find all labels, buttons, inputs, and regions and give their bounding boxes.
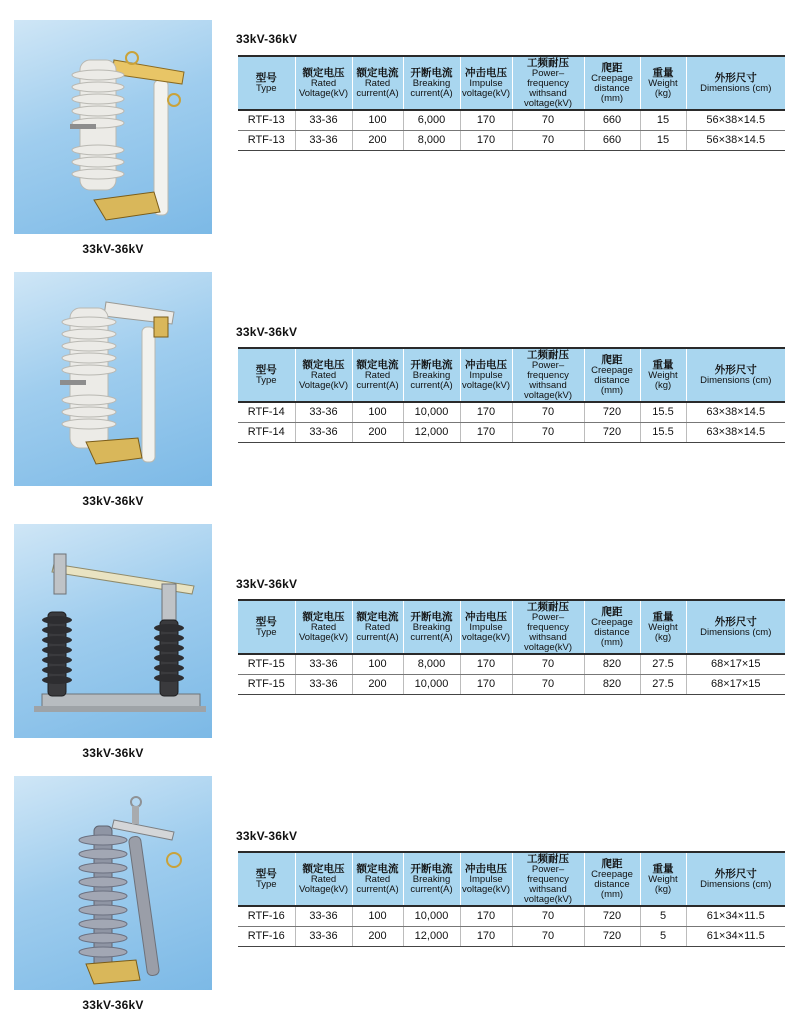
cell-impulse-voltage: 170 <box>460 422 512 442</box>
header-rated-voltage: 额定电压 Rated Voltage(kV) <box>295 600 352 654</box>
spec-table <box>238 347 785 443</box>
cell-type: RTF-13 <box>238 130 295 150</box>
cell-breaking-current: 8,000 <box>403 654 460 674</box>
header-type: 型号 Type <box>238 600 295 654</box>
cell-rated-voltage: 33-36 <box>295 674 352 694</box>
cell-impulse-voltage: 170 <box>460 654 512 674</box>
cell-type: RTF-14 <box>238 402 295 422</box>
polymer-cutout-fuse-image <box>14 776 212 990</box>
spec-title: 33kV-36kV <box>236 325 298 339</box>
cell-rated-voltage: 33-36 <box>295 422 352 442</box>
spec-table <box>238 851 785 947</box>
cell-type: RTF-15 <box>238 674 295 694</box>
cell-rated-current: 100 <box>352 402 403 422</box>
cell-withstand-voltage: 70 <box>512 422 584 442</box>
cell-breaking-current: 6,000 <box>403 110 460 130</box>
cell-type: RTF-13 <box>238 110 295 130</box>
table-row <box>238 906 785 926</box>
cell-type: RTF-16 <box>238 906 295 926</box>
cell-dimensions: 56×38×14.5 <box>686 110 785 130</box>
cell-creepage: 720 <box>584 422 640 442</box>
cell-weight: 27.5 <box>640 674 686 694</box>
cell-rated-voltage: 33-36 <box>295 906 352 926</box>
cell-impulse-voltage: 170 <box>460 130 512 150</box>
product-caption: 33kV-36kV <box>82 242 144 256</box>
cell-dimensions: 61×34×11.5 <box>686 906 785 926</box>
header-breaking-current: 开断电流 Breaking current(A) <box>403 348 460 402</box>
header-impulse-voltage: 冲击电压 Impulse voltage(kV) <box>460 56 512 110</box>
header-rated-voltage: 额定电压 Rated Voltage(kV) <box>295 348 352 402</box>
header-breaking-current: 开断电流 Breaking current(A) <box>403 852 460 906</box>
cell-rated-current: 200 <box>352 130 403 150</box>
cell-rated-voltage: 33-36 <box>295 402 352 422</box>
table-row <box>238 130 785 150</box>
header-dimensions: 外形尺寸 Dimensions (cm) <box>686 56 785 110</box>
header-withstand-voltage: 工频耐压 Power–frequency withsand voltage(kV) <box>512 852 584 906</box>
header-type: 型号 Type <box>238 348 295 402</box>
cell-dimensions: 56×38×14.5 <box>686 130 785 150</box>
table-row <box>238 422 785 442</box>
cell-creepage: 720 <box>584 906 640 926</box>
cell-weight: 15 <box>640 130 686 150</box>
spec-header-row <box>238 600 785 654</box>
cell-withstand-voltage: 70 <box>512 906 584 926</box>
header-impulse-voltage: 冲击电压 Impulse voltage(kV) <box>460 852 512 906</box>
header-withstand-voltage: 工频耐压 Power–frequency withsand voltage(kV) <box>512 600 584 654</box>
header-weight: 重量 Weight (kg) <box>640 852 686 906</box>
dropout-fuse-frame-image <box>14 524 212 738</box>
header-creepage: 爬距 Creepage distance (mm) <box>584 348 640 402</box>
spec-title: 33kV-36kV <box>236 32 298 46</box>
header-impulse-voltage: 冲击电压 Impulse voltage(kV) <box>460 600 512 654</box>
header-withstand-voltage: 工频耐压 Power–frequency withsand voltage(kV) <box>512 56 584 110</box>
cell-rated-voltage: 33-36 <box>295 110 352 130</box>
cell-creepage: 660 <box>584 110 640 130</box>
cell-breaking-current: 10,000 <box>403 674 460 694</box>
header-impulse-voltage: 冲击电压 Impulse voltage(kV) <box>460 348 512 402</box>
header-rated-voltage: 额定电压 Rated Voltage(kV) <box>295 56 352 110</box>
header-creepage: 爬距 Creepage distance (mm) <box>584 852 640 906</box>
cell-rated-current: 200 <box>352 674 403 694</box>
header-type: 型号 Type <box>238 56 295 110</box>
cell-breaking-current: 12,000 <box>403 926 460 946</box>
header-rated-current: 额定电流 Rated current(A) <box>352 348 403 402</box>
cell-type: RTF-16 <box>238 926 295 946</box>
cell-type: RTF-15 <box>238 654 295 674</box>
header-dimensions: 外形尺寸 Dimensions (cm) <box>686 852 785 906</box>
cell-type: RTF-14 <box>238 422 295 442</box>
cell-creepage: 720 <box>584 402 640 422</box>
cell-creepage: 660 <box>584 130 640 150</box>
cell-breaking-current: 8,000 <box>403 130 460 150</box>
table-row <box>238 402 785 422</box>
cell-withstand-voltage: 70 <box>512 130 584 150</box>
cell-rated-current: 100 <box>352 906 403 926</box>
cell-withstand-voltage: 70 <box>512 402 584 422</box>
table-row <box>238 654 785 674</box>
cell-rated-current: 100 <box>352 110 403 130</box>
product-caption: 33kV-36kV <box>82 746 144 760</box>
cell-dimensions: 63×38×14.5 <box>686 422 785 442</box>
header-breaking-current: 开断电流 Breaking current(A) <box>403 600 460 654</box>
porcelain-cutout-fuse-image <box>14 272 212 486</box>
product-caption: 33kV-36kV <box>82 494 144 508</box>
cell-rated-voltage: 33-36 <box>295 926 352 946</box>
spec-table <box>238 599 785 695</box>
header-dimensions: 外形尺寸 Dimensions (cm) <box>686 600 785 654</box>
cell-impulse-voltage: 170 <box>460 110 512 130</box>
spec-header-row <box>238 348 785 402</box>
product-section-rtf-15 <box>0 504 800 760</box>
cell-withstand-voltage: 70 <box>512 654 584 674</box>
product-section-rtf-14 <box>0 252 800 508</box>
header-weight: 重量 Weight (kg) <box>640 600 686 654</box>
product-caption: 33kV-36kV <box>82 998 144 1012</box>
cell-dimensions: 61×34×11.5 <box>686 926 785 946</box>
header-rated-current: 额定电流 Rated current(A) <box>352 600 403 654</box>
porcelain-cutout-fuse-image <box>14 20 212 234</box>
spec-title: 33kV-36kV <box>236 577 298 591</box>
product-section-rtf-13 <box>0 0 800 256</box>
header-weight: 重量 Weight (kg) <box>640 56 686 110</box>
cell-weight: 5 <box>640 906 686 926</box>
header-dimensions: 外形尺寸 Dimensions (cm) <box>686 348 785 402</box>
header-rated-current: 额定电流 Rated current(A) <box>352 56 403 110</box>
cell-dimensions: 68×17×15 <box>686 654 785 674</box>
cell-impulse-voltage: 170 <box>460 674 512 694</box>
spec-header-row <box>238 852 785 906</box>
cell-creepage: 720 <box>584 926 640 946</box>
cell-dimensions: 63×38×14.5 <box>686 402 785 422</box>
header-withstand-voltage: 工频耐压 Power–frequency withsand voltage(kV) <box>512 348 584 402</box>
cell-rated-voltage: 33-36 <box>295 130 352 150</box>
cell-weight: 5 <box>640 926 686 946</box>
cell-impulse-voltage: 170 <box>460 926 512 946</box>
cell-dimensions: 68×17×15 <box>686 674 785 694</box>
header-type: 型号 Type <box>238 852 295 906</box>
header-creepage: 爬距 Creepage distance (mm) <box>584 56 640 110</box>
header-rated-current: 额定电流 Rated current(A) <box>352 852 403 906</box>
header-creepage: 爬距 Creepage distance (mm) <box>584 600 640 654</box>
table-row <box>238 674 785 694</box>
product-section-rtf-16 <box>0 756 800 1012</box>
header-breaking-current: 开断电流 Breaking current(A) <box>403 56 460 110</box>
header-rated-voltage: 额定电压 Rated Voltage(kV) <box>295 852 352 906</box>
cell-breaking-current: 10,000 <box>403 906 460 926</box>
cell-weight: 15.5 <box>640 402 686 422</box>
cell-breaking-current: 12,000 <box>403 422 460 442</box>
header-weight: 重量 Weight (kg) <box>640 348 686 402</box>
cell-rated-current: 200 <box>352 422 403 442</box>
table-row <box>238 110 785 130</box>
cell-rated-current: 200 <box>352 926 403 946</box>
cell-rated-current: 100 <box>352 654 403 674</box>
cell-breaking-current: 10,000 <box>403 402 460 422</box>
cell-weight: 15.5 <box>640 422 686 442</box>
cell-creepage: 820 <box>584 674 640 694</box>
spec-table <box>238 55 785 151</box>
cell-withstand-voltage: 70 <box>512 926 584 946</box>
cell-impulse-voltage: 170 <box>460 906 512 926</box>
cell-rated-voltage: 33-36 <box>295 654 352 674</box>
cell-withstand-voltage: 70 <box>512 110 584 130</box>
spec-header-row <box>238 56 785 110</box>
cell-impulse-voltage: 170 <box>460 402 512 422</box>
spec-title: 33kV-36kV <box>236 829 298 843</box>
cell-weight: 15 <box>640 110 686 130</box>
cell-withstand-voltage: 70 <box>512 674 584 694</box>
cell-creepage: 820 <box>584 654 640 674</box>
table-row <box>238 926 785 946</box>
cell-weight: 27.5 <box>640 654 686 674</box>
